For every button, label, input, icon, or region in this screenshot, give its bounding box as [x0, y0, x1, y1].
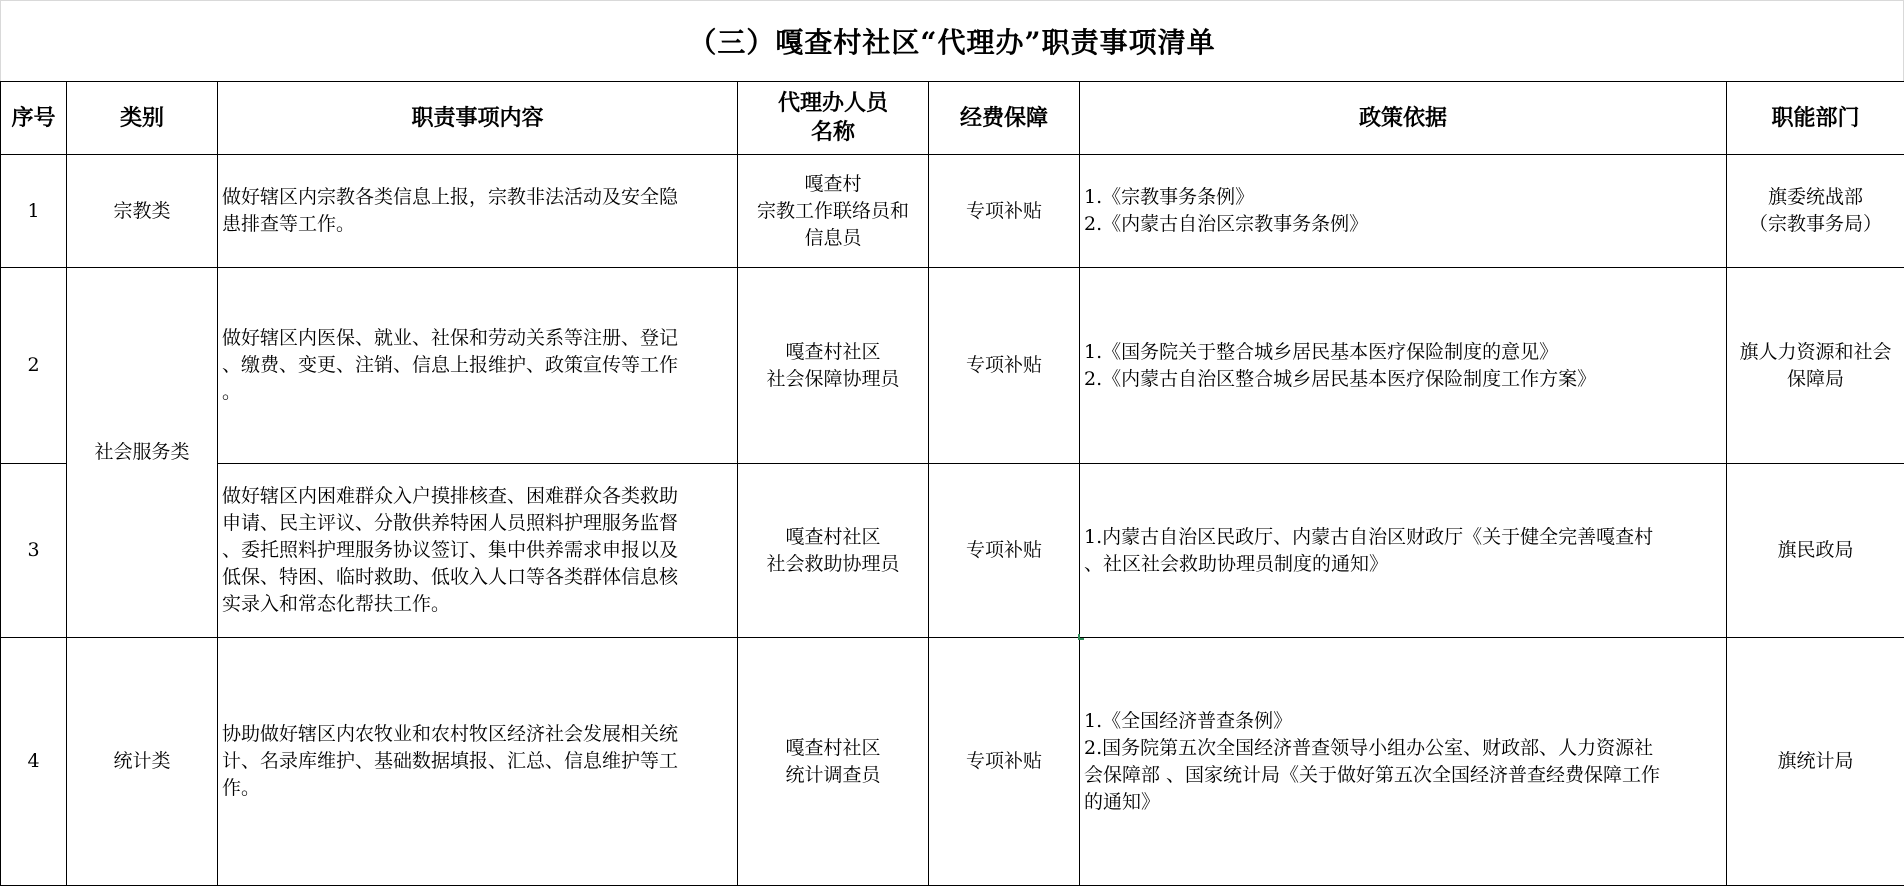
agent-line: 信息员 — [742, 225, 924, 252]
content-line: 做好辖区内困难群众入户摸排核查、困难群众各类救助 — [222, 483, 733, 510]
cell-department — [1727, 155, 1904, 268]
department-line: 旗统计局 — [1731, 748, 1900, 775]
page-title: （三）嘎查村社区“代理办”职责事项清单 — [688, 21, 1215, 61]
cell-department — [1727, 464, 1904, 638]
cell-funding: 专项补贴 — [929, 155, 1080, 268]
content-line: 、缴费、变更、注销、信息上报维护、政策宣传等工作 — [222, 352, 733, 379]
policy-line: 1.《宗教事务条例》 — [1084, 184, 1722, 211]
cell-no: 3 — [1, 464, 67, 638]
cell-category: 宗教类 — [67, 155, 218, 268]
policy-line: 2.国务院第五次全国经济普查领导小组办公室、财政部、人力资源社 — [1084, 735, 1722, 762]
policy-line: 2.《内蒙古自治区宗教事务条例》 — [1084, 211, 1722, 238]
policy-line: 1.《全国经济普查条例》 — [1084, 708, 1722, 735]
cell-content — [218, 638, 738, 886]
policy-line: 1.《国务院关于整合城乡居民基本医疗保险制度的意见》 — [1084, 339, 1722, 366]
cell-content — [218, 268, 738, 464]
agent-line: 社会保障协理员 — [742, 366, 924, 393]
header-category: 类别 — [67, 82, 218, 155]
table-row — [1, 638, 1904, 886]
agent-line: 统计调查员 — [742, 762, 924, 789]
cell-no: 2 — [1, 268, 67, 464]
cell-agent — [738, 638, 929, 886]
department-line: 旗民政局 — [1731, 537, 1900, 564]
header-content: 职责事项内容 — [218, 82, 738, 155]
table-row — [1, 268, 1904, 464]
title-bar — [0, 0, 1904, 81]
agent-line: 嘎查村 — [742, 171, 924, 198]
header-agent — [738, 82, 929, 155]
content-line: 。 — [222, 379, 733, 406]
content-line: 患排查等工作。 — [222, 211, 733, 238]
agent-line: 嘎查村社区 — [742, 524, 924, 551]
table-row — [1, 155, 1904, 268]
policy-line: 、社区社会救助协理员制度的通知》 — [1084, 551, 1722, 578]
cell-agent — [738, 464, 929, 638]
header-department: 职能部门 — [1727, 82, 1904, 155]
cell-content — [218, 464, 738, 638]
cell-funding: 专项补贴 — [929, 268, 1080, 464]
cell-agent — [738, 155, 929, 268]
policy-line: 的通知》 — [1084, 789, 1722, 816]
department-line: 旗委统战部 — [1731, 184, 1900, 211]
content-line: 实录入和常态化帮扶工作。 — [222, 591, 733, 618]
content-line: 低保、特困、临时救助、低收入人口等各类群体信息核 — [222, 564, 733, 591]
header-policy: 政策依据 — [1080, 82, 1727, 155]
cell-no: 4 — [1, 638, 67, 886]
duty-list-table — [0, 81, 1904, 886]
content-line: 申请、民主评议、分散供养特困人员照料护理服务监督 — [222, 510, 733, 537]
policy-line: 2.《内蒙古自治区整合城乡居民基本医疗保险制度工作方案》 — [1084, 366, 1722, 393]
cell-category: 统计类 — [67, 638, 218, 886]
cell-agent — [738, 268, 929, 464]
cell-funding: 专项补贴 — [929, 638, 1080, 886]
cell-content — [218, 155, 738, 268]
content-line: 计、名录库维护、基础数据填报、汇总、信息维护等工 — [222, 748, 733, 775]
cell-policy — [1080, 464, 1727, 638]
cell-department — [1727, 638, 1904, 886]
policy-line: 会保障部 、国家统计局《关于做好第五次全国经济普查经费保障工作 — [1084, 762, 1722, 789]
content-line: 作。 — [222, 775, 733, 802]
cell-category-merged: 社会服务类 — [67, 268, 218, 638]
content-line: 、委托照料护理服务协议签订、集中供养需求申报以及 — [222, 537, 733, 564]
cell-policy — [1080, 638, 1727, 886]
cell-department — [1727, 268, 1904, 464]
content-line: 做好辖区内宗教各类信息上报，宗教非法活动及安全隐 — [222, 184, 733, 211]
department-line: 旗人力资源和社会 — [1731, 339, 1900, 366]
header-agent-line1: 代理办人员 — [742, 89, 924, 118]
agent-line: 宗教工作联络员和 — [742, 198, 924, 225]
policy-line: 1.内蒙古自治区民政厅、内蒙古自治区财政厅《关于健全完善嘎查村 — [1084, 524, 1722, 551]
agent-line: 嘎查村社区 — [742, 339, 924, 366]
department-line: （宗教事务局） — [1731, 211, 1900, 238]
content-line: 协助做好辖区内农牧业和农村牧区经济社会发展相关统 — [222, 721, 733, 748]
header-row — [1, 82, 1904, 155]
header-no: 序号 — [1, 82, 67, 155]
cell-comment-marker-icon — [1078, 634, 1084, 640]
table-row — [1, 464, 1904, 638]
agent-line: 社会救助协理员 — [742, 551, 924, 578]
cell-no: 1 — [1, 155, 67, 268]
department-line: 保障局 — [1731, 366, 1900, 393]
header-agent-line2: 名称 — [742, 118, 924, 147]
agent-line: 嘎查村社区 — [742, 735, 924, 762]
cell-policy — [1080, 268, 1727, 464]
cell-funding: 专项补贴 — [929, 464, 1080, 638]
content-line: 做好辖区内医保、就业、社保和劳动关系等注册、登记 — [222, 325, 733, 352]
cell-policy — [1080, 155, 1727, 268]
header-funding: 经费保障 — [929, 82, 1080, 155]
